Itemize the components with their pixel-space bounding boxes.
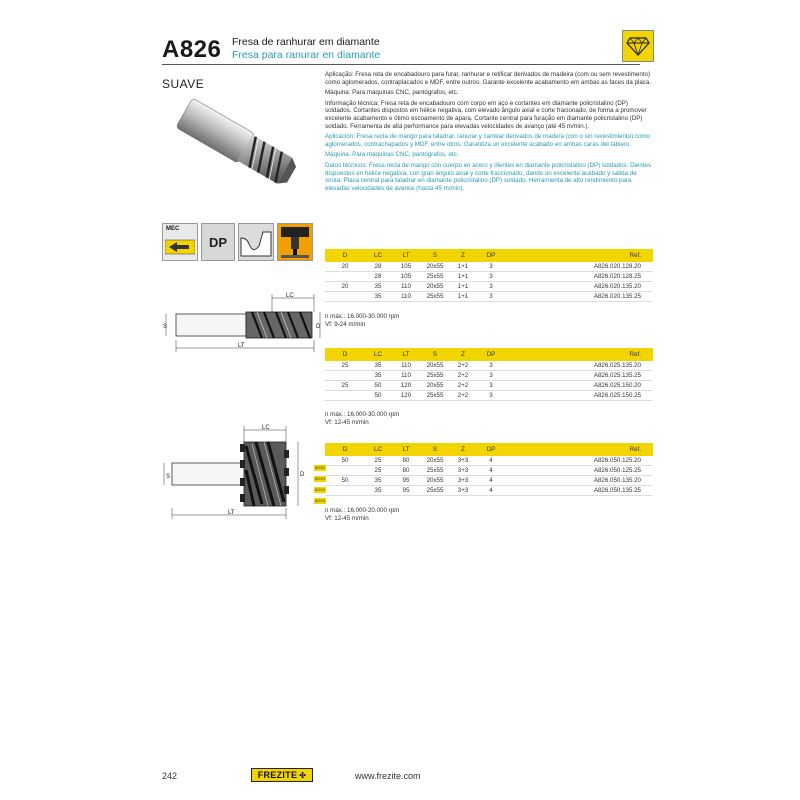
table-cell: 2+2 xyxy=(457,382,469,389)
spec-table-1 xyxy=(325,249,653,302)
star-icon: ✣ xyxy=(299,770,307,780)
table-cell: 3+3 xyxy=(457,487,469,494)
header-cell: Z xyxy=(461,351,465,358)
table-row xyxy=(325,292,653,302)
novo-badge: NOVO xyxy=(314,477,326,481)
table-cell: 35 xyxy=(374,477,382,484)
col-z: Z xyxy=(461,252,465,259)
table-cell: 110 xyxy=(401,283,411,290)
table-cell: 25x55 xyxy=(426,392,444,399)
table-row xyxy=(325,476,653,486)
col-d: D xyxy=(342,252,348,259)
speed-note-1 xyxy=(325,313,399,329)
table-cell: 25 xyxy=(374,467,382,474)
title-portuguese: Fresa de ranhurar em diamante xyxy=(232,36,380,48)
table-cell: 35 xyxy=(374,283,382,290)
website-link[interactable]: www.frezite.com xyxy=(355,771,421,781)
table-row xyxy=(325,456,653,466)
table-cell: 2+2 xyxy=(457,362,469,369)
table-cell: A826.025.135.25 xyxy=(593,372,641,379)
header-cell: Z xyxy=(461,446,465,453)
table-cell: 3 xyxy=(489,273,493,280)
table-cell: A826.020.135.25 xyxy=(593,293,641,300)
tool-photo xyxy=(165,92,315,217)
diamond-icon xyxy=(622,30,654,62)
mec-label: MEC xyxy=(166,226,180,232)
table-cell: 3+3 xyxy=(457,467,469,474)
table-cell: A826.025.150.25 xyxy=(593,392,641,399)
table-cell: 25x55 xyxy=(426,487,444,494)
n-max: n máx.: 16.000-30.000 rpm xyxy=(325,313,400,320)
table-cell: 2+2 xyxy=(457,372,469,379)
dim-lc-label: LC xyxy=(286,293,294,299)
dim-s-label: S xyxy=(163,324,168,330)
table-cell: 3 xyxy=(489,283,493,290)
spec-table-2 xyxy=(325,348,653,401)
table-cell: 3 xyxy=(489,372,493,379)
table-cell: 95 xyxy=(402,477,410,484)
table-cell: 25 xyxy=(374,457,382,464)
feature-icons xyxy=(162,223,313,261)
table-cell: 120 xyxy=(400,392,412,399)
table-cell: 35 xyxy=(374,362,382,369)
col-ref: Ref. xyxy=(629,252,641,259)
table-cell: A826.050.135.20 xyxy=(593,477,641,484)
header-divider xyxy=(162,64,640,65)
table-cell: 1+1 xyxy=(457,273,469,280)
feed-rate: Vf: 9-24 m/min xyxy=(325,321,366,328)
table-cell: 4 xyxy=(489,457,493,464)
dim-lc-label: LC xyxy=(262,425,270,431)
header-cell: DP xyxy=(486,351,496,358)
table-row xyxy=(325,262,653,272)
product-code: A826 xyxy=(162,36,222,63)
dim-d-label: D xyxy=(300,472,305,478)
col-dp: DP xyxy=(486,252,496,259)
col-lt: LT xyxy=(402,252,410,259)
table-cell: 3+3 xyxy=(457,457,469,464)
table-row xyxy=(325,272,653,282)
table-cell: 20x55 xyxy=(426,362,444,369)
technical-info-pt: Informação técnica: Fresa reta de encabadouro com corpo em aço e cortantes em diamante policristalino (DP) soldados. Cortantes dispostos em hélice negativa, com elevado ângulo axial e corte fracionado, de forma a promover excelente acabamento e ótimo escoamento de apara. Cortante central para furação em diamante policristalino (DP) soldado. Ferramenta de alta performance para elevadas velocidades de avanço (até 45 m/min.). xyxy=(325,99,647,130)
table-cell: 25x55 xyxy=(426,293,444,300)
tool-drawing-1 xyxy=(162,290,324,360)
table-cell: 20 xyxy=(341,263,349,270)
machine-icon xyxy=(277,223,313,261)
speed-note-3 xyxy=(325,507,399,523)
col-lc: LC xyxy=(374,252,382,259)
machine-pt: Máquina: Para máquinas CNC, pantógrafos, etc. xyxy=(325,89,459,97)
tool-drawing-2 xyxy=(162,420,324,520)
header-cell: LC xyxy=(374,351,382,358)
table-row xyxy=(325,391,653,401)
table-cell: 35 xyxy=(374,372,382,379)
header-cell: S xyxy=(432,446,438,453)
header-cell: Ref. xyxy=(629,446,641,453)
dim-lt-label: LT xyxy=(228,510,235,516)
table-cell: 120 xyxy=(400,382,412,389)
dim-lt-label: LT xyxy=(238,343,245,349)
table-cell: 80 xyxy=(402,457,410,464)
table-cell: 4 xyxy=(489,467,493,474)
table-cell: 35 xyxy=(374,487,382,494)
table-cell: A826.050.135.25 xyxy=(593,487,641,494)
table-cell: 110 xyxy=(401,362,411,369)
table-cell: 50 xyxy=(341,457,349,464)
table-cell: 35 xyxy=(374,293,382,300)
header-cell: S xyxy=(432,351,438,358)
table-cell: A826.025.135.20 xyxy=(593,362,641,369)
table-cell: 20x55 xyxy=(426,263,444,270)
spec-table-3 xyxy=(325,443,653,496)
application-es: Aplicación: Fresa recta de mango para taladrar, ranurar y cantear derivados de madera (con o sin revestimiento) como aglomerados, contrachapados y MDF, entre otros. Garantiza un excelente acabado en ambas caras del tablero. xyxy=(325,133,651,148)
table-cell: 1+1 xyxy=(457,293,469,300)
n-max: n máx.: 16.000-30.000 rpm xyxy=(325,411,400,418)
table-cell: 25x55 xyxy=(426,273,444,280)
table-row xyxy=(325,381,653,391)
table-cell: 20x55 xyxy=(426,457,444,464)
table-cell: 1+1 xyxy=(457,263,469,270)
table-cell: A826.020.135.20 xyxy=(593,283,641,290)
table-cell: 1+1 xyxy=(457,283,469,290)
header-cell: LT xyxy=(402,351,410,358)
speed-note-2 xyxy=(325,411,399,427)
description-block xyxy=(325,71,653,195)
novo-badge: NOVO xyxy=(314,488,326,492)
header-cell: Ref. xyxy=(629,351,641,358)
table-cell: 80 xyxy=(402,467,410,474)
table-cell: 25 xyxy=(341,362,349,369)
table-cell: 4 xyxy=(489,487,493,494)
header-cell: LC xyxy=(374,446,382,453)
series-label: SUAVE xyxy=(162,77,205,91)
table-cell: 2+2 xyxy=(457,392,469,399)
table-cell: 28 xyxy=(374,263,382,270)
table-cell: 50 xyxy=(374,382,382,389)
table-row xyxy=(325,371,653,381)
table-cell: 3 xyxy=(489,382,493,389)
novo-badge: NOVO xyxy=(314,499,326,503)
table-cell: A826.025.150.20 xyxy=(593,382,641,389)
table-cell: 50 xyxy=(341,477,349,484)
novo-badge: NOVO xyxy=(314,466,326,470)
feed-rate: Vf: 12-45 m/min xyxy=(325,515,369,522)
frezite-logo xyxy=(251,768,313,782)
table-cell: 110 xyxy=(401,372,411,379)
title-spanish: Fresa para ranurar en diamante xyxy=(232,49,381,61)
table-cell: 3 xyxy=(489,293,493,300)
table-cell: 3 xyxy=(489,392,493,399)
table-cell: 105 xyxy=(400,273,412,280)
header-cell: D xyxy=(342,351,348,358)
dp-icon: DP xyxy=(201,223,235,261)
table-cell: A826.050.125.20 xyxy=(593,457,641,464)
table-header xyxy=(325,249,653,262)
table-cell: 20x55 xyxy=(426,283,444,290)
table-cell: 3 xyxy=(489,362,493,369)
table-header xyxy=(325,443,653,456)
application-pt: Aplicação: Fresa reta de encabadouro para furar, ranhurar e retificar derivados de madeira (com ou sem revestimento) como aglomerados, contraplacados e MDF, entre outros. Garante excelente acabamento em ambas as faces da placa. xyxy=(325,71,652,86)
page-number: 242 xyxy=(162,771,178,781)
machine-es: Máquina: Para máquinas CNC, pantógrafos, etc. xyxy=(325,151,459,159)
table-cell: 110 xyxy=(401,293,411,300)
table-row xyxy=(325,486,653,496)
dim-s-label: S xyxy=(166,474,171,480)
header-cell: DP xyxy=(486,446,496,453)
n-max: n máx.: 16.000-20.000 rpm xyxy=(325,507,400,514)
table-cell: A826.020.128.25 xyxy=(593,273,641,280)
table-cell: 25 xyxy=(341,382,349,389)
table-row xyxy=(325,282,653,292)
col-s: S xyxy=(432,252,438,259)
table-cell: 3 xyxy=(489,263,493,270)
dim-d-label: D xyxy=(316,324,321,330)
profile-icon xyxy=(238,223,274,261)
table-cell: 25x55 xyxy=(426,467,444,474)
table-row xyxy=(325,361,653,371)
table-cell: A826.020.128.20 xyxy=(593,263,641,270)
technical-data-es: Datos técnicos: Fresa recta de mango con cuerpo en acero y dientes en diamante policristalino (DP) soldados. Dientes dispuestos en hélice negativa, con gran ángulo axial y corte fraccionado, dando un excelente acabado y salida de viruta. Placa central para taladrar en diamante policristalino (DP) soldado. Herramienta de alto rendimiento para elevadas velocidades de avance (hasta 45 m/min). xyxy=(325,161,652,192)
table-cell: 28 xyxy=(374,273,382,280)
table-row xyxy=(325,466,653,476)
table-cell: 25x55 xyxy=(426,372,444,379)
header-cell: D xyxy=(342,446,348,453)
table-cell: 50 xyxy=(374,392,382,399)
table-cell: 20x55 xyxy=(426,382,444,389)
mec-icon xyxy=(162,223,198,261)
table-cell: 20 xyxy=(341,283,349,290)
table-cell: 3+3 xyxy=(457,477,469,484)
table-cell: 95 xyxy=(402,487,410,494)
table-cell: 4 xyxy=(489,477,493,484)
table-header xyxy=(325,348,653,361)
table-cell: A826.050.125.25 xyxy=(593,467,641,474)
brand-name: FREZITE xyxy=(257,770,298,780)
table-cell: 20x55 xyxy=(426,477,444,484)
header-cell: LT xyxy=(402,446,410,453)
feed-rate: Vf: 12-45 m/min xyxy=(325,419,369,426)
table-cell: 105 xyxy=(400,263,412,270)
